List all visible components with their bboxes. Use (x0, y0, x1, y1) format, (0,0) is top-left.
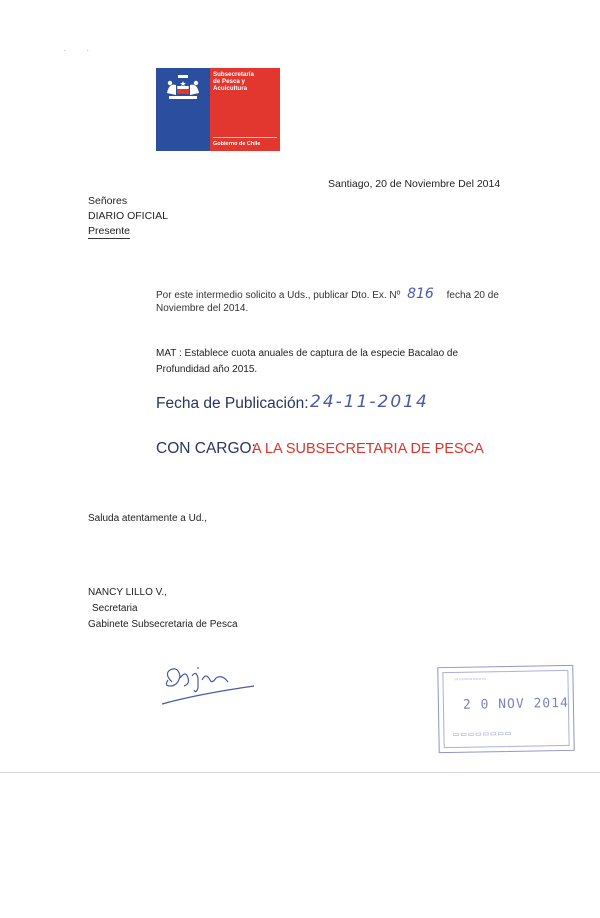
logo-divider (213, 137, 277, 138)
decree-number-handwritten: 816 (407, 286, 434, 302)
presente-underline (88, 238, 130, 239)
cargo-label: CON CARGO: (156, 440, 256, 457)
recipient-salutation: Señores (88, 195, 128, 207)
signer-role: Secretaria (92, 603, 138, 614)
logo-red-panel (210, 68, 280, 151)
logo-footer: Gobierno de Chile (213, 141, 261, 147)
scan-marks: · · (64, 48, 89, 55)
cargo-value: A LA SUBSECRETARIA DE PESCA (252, 441, 484, 457)
request-text-b: fecha 20 de (446, 290, 499, 301)
place-date: Santiago, 20 de Noviembre Del 2014 (328, 178, 501, 190)
logo-title (213, 71, 279, 92)
gobierno-logo (156, 68, 280, 151)
mat-line-2: Profundidad año 2015. (156, 364, 258, 375)
stamp-top-text: ▭▭▭▭▭▭▭ (454, 675, 487, 683)
publication-date-handwritten: 24-11-2014 (310, 392, 429, 412)
logo-title-line-1: Subsecretaría (213, 71, 254, 78)
handwritten-signature (158, 660, 258, 712)
closing-greeting: Saluda atentamente a Ud., (88, 513, 207, 524)
recipient-presente: Presente (88, 225, 131, 237)
request-paragraph-line-2: Noviembre del 2014. (156, 303, 249, 314)
request-text-a: Por este intermedio solicito a Uds., publicar Dto. Ex. Nº (156, 290, 401, 301)
logo-blue-panel (156, 68, 210, 151)
mat-line-1: MAT : Establece cuota anuales de captura de la especie Bacalao de (156, 348, 459, 359)
logo-title-line-3: Acuicultura (213, 85, 248, 92)
request-paragraph-line-1 (156, 286, 499, 302)
coat-of-arms-icon (161, 73, 205, 101)
stamp-date: 2 0 NOV 2014 (462, 695, 569, 713)
page-bottom-divider (0, 772, 600, 773)
signer-name: NANCY LILLO V., (88, 587, 167, 598)
stamp-bottom-text: ▭▭▭▭▭▭▭▭ (453, 728, 513, 740)
publication-date-label: Fecha de Publicación: (156, 395, 309, 412)
logo-title-line-2: de Pesca y (213, 78, 245, 85)
reception-stamp (437, 665, 574, 753)
recipient-name: DIARIO OFICIAL (88, 210, 168, 222)
signer-office: Gabinete Subsecretaria de Pesca (88, 619, 238, 630)
